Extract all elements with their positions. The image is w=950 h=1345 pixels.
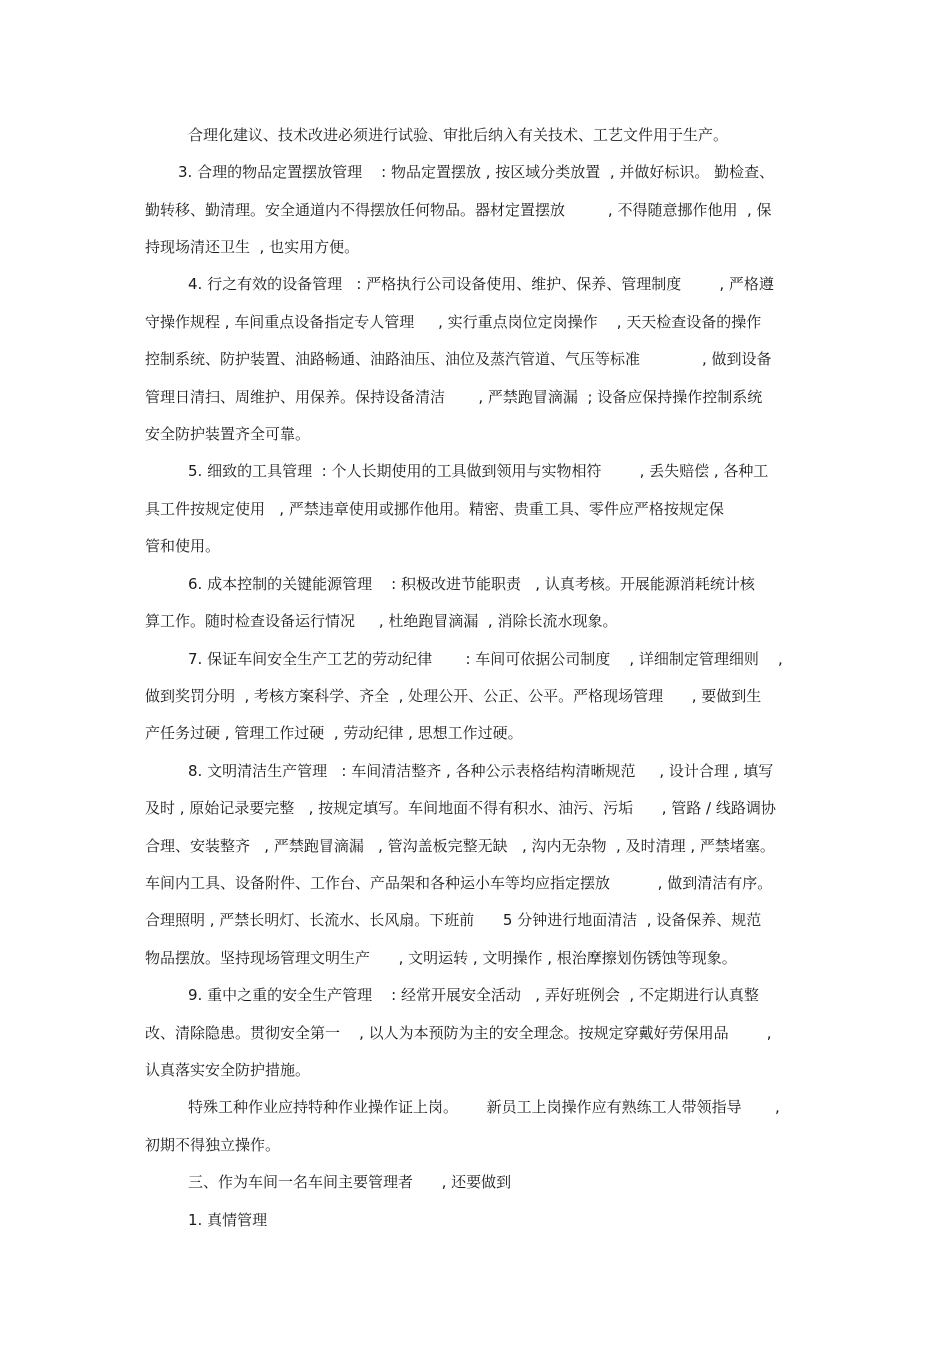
text-line: 控制系统、防护装置、油路畅通、油路油压、油位及蒸汽管道、气压等标准 , 做到设备 bbox=[145, 350, 772, 368]
text-line: 算工作。随时检查设备运行情况 , 杜绝跑冒滴漏 , 消除长流水现象。 bbox=[145, 612, 618, 630]
text-line: 物品摆放。坚持现场管理文明生产 , 文明运转 , 文明操作 , 根治摩擦划伤锈蚀等现象。 bbox=[145, 949, 737, 967]
text-line: 6. 成本控制的关键能源管理 : 积极改进节能职责 , 认真考核。开展能源消耗统计核 bbox=[188, 575, 755, 593]
text-line: 改、清除隐患。贯彻安全第一 , 以人为本预防为主的安全理念。按规定穿戴好劳保用品 , bbox=[145, 1024, 772, 1042]
text-line: 3. 合理的物品定置摆放管理 : 物品定置摆放 , 按区域分类放置 , 并做好标识。 勤检查、 bbox=[178, 163, 775, 181]
text-line: 持现场清还卫生 , 也实用方便。 bbox=[145, 238, 360, 256]
text-line: 守操作规程 , 车间重点设备指定专人管理 , 实行重点岗位定岗操作 , 天天检查设备的操作 bbox=[145, 313, 762, 331]
text-line: 具工件按规定使用 , 严禁违章使用或挪作他用。精密、贵重工具、零件应严格按规定保 bbox=[145, 500, 724, 518]
text-line: 勤转移、勤清理。安全通道内不得摆放任何物品。器材定置摆放 , 不得随意挪作他用 , 保 bbox=[145, 201, 772, 219]
text-line: 安全防护装置齐全可靠。 bbox=[145, 425, 311, 443]
text-line: 特殊工种作业应持特种作业操作证上岗。 新员工上岗操作应有熟练工人带领指导 , bbox=[188, 1098, 780, 1116]
text-line: 合理化建议、技术改进必须进行试验、审批后纳入有关技术、工艺文件用于生产。 bbox=[188, 126, 729, 144]
text-line: 初期不得独立操作。 bbox=[145, 1136, 281, 1154]
text-line: 7. 保证车间安全生产工艺的劳动纪律 : 车间可依据公司制度 , 详细制定管理细则 , bbox=[188, 650, 783, 668]
text-line: 管理日清扫、周维护、用保养。保持设备清洁 , 严禁跑冒滴漏 ; 设备应保持操作控制系统 bbox=[145, 388, 763, 406]
text-line: 9. 重中之重的安全生产管理 : 经常开展安全活动 , 弄好班例会 , 不定期进行认真整 bbox=[188, 986, 759, 1004]
text-line: 合理照明 , 严禁长明灯、长流水、长风扇。下班前 5 分钟进行地面清洁 , 设备保养、规范 bbox=[145, 911, 762, 929]
text-line: 合理、安装整齐 , 严禁跑冒滴漏 , 管沟盖板完整无缺 , 沟内无杂物 , 及时清理 , 严禁堵塞。 bbox=[145, 837, 775, 855]
subsection-heading: 1. 真情管理 bbox=[188, 1211, 268, 1229]
text-line: 8. 文明清洁生产管理 : 车间清洁整齐 , 各种公示表格结构清晰规范 , 设计合理 , 填写 bbox=[188, 762, 774, 780]
section-heading: 三、作为车间一名车间主要管理者 , 还要做到 bbox=[188, 1173, 512, 1191]
text-line: 车间内工具、设备附件、工作台、产品架和各种运小车等均应指定摆放 , 做到清洁有序。 bbox=[145, 874, 773, 892]
text-line: 做到奖罚分明 , 考核方案科学、齐全 , 处理公开、公正、公平。严格现场管理 , 要做到生 bbox=[145, 687, 762, 705]
text-line: 5. 细致的工具管理 : 个人长期使用的工具做到领用与实物相符 , 丢失赔偿 , 各种工 bbox=[188, 462, 769, 480]
text-line: 4. 行之有效的设备管理 : 严格执行公司设备使用、维护、保养、管理制度 , 严格遵 bbox=[188, 275, 774, 293]
text-line: 管和使用。 bbox=[145, 537, 221, 555]
text-line: 产任务过硬 , 管理工作过硬 , 劳动纪律 , 思想工作过硬。 bbox=[145, 724, 523, 742]
text-line: 认真落实安全防护措施。 bbox=[145, 1061, 311, 1079]
text-line: 及时 , 原始记录要完整 , 按规定填写。车间地面不得有积水、油污、污垢 , 管路 / 线路调协 bbox=[145, 799, 776, 817]
